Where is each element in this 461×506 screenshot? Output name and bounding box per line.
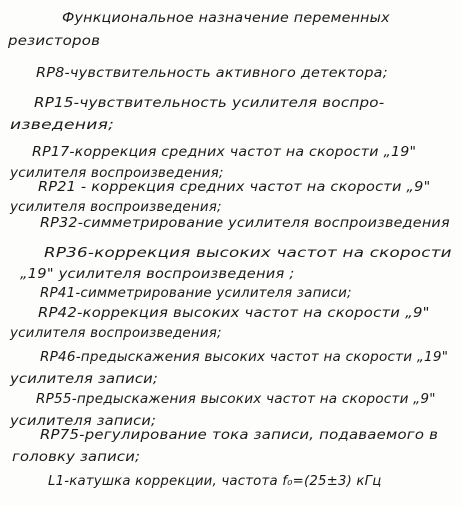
text-line: L1-катушка коррекции, частота f₀=(25±3) кГц (48, 474, 382, 489)
text-line: усилителя воспроизведения; (10, 166, 224, 181)
text-line: RP42-коррекция высоких частот на скорости „9" (38, 306, 430, 321)
text-line: усилителя воспроизведения; (10, 200, 222, 215)
page-title-line-2: резисторов (8, 34, 101, 49)
text-line: RP55-предыскажения высоких частот на скорости „9" (36, 392, 436, 407)
text-line: RP17-коррекция средних частот на скорости „19" (32, 145, 417, 160)
text-line: RP15-чувствительность усилителя воспро- (34, 96, 385, 111)
text-line: RP46-предыскажения высоких частот на скорости „19" (40, 350, 449, 365)
text-line: RP41-симметрирование усилителя записи; (40, 286, 352, 301)
page-title-line-1: Функциональное назначение переменных (62, 11, 390, 26)
text-line: RP21 - коррекция средних частот на скорости „9" (38, 180, 431, 195)
text-line: усилителя записи; (10, 372, 159, 387)
text-line: RP32-симметрирование усилителя воспроизведения (40, 216, 450, 231)
text-line: головку записи; (12, 450, 141, 465)
text-line: RP75-регулирование тока записи, подаваемого в (40, 428, 439, 443)
text-line: RP36-коррекция высоких частот на скорости (44, 246, 452, 261)
text-line: усилителя воспроизведения; (10, 326, 222, 341)
text-line: усилителя записи; (10, 414, 157, 429)
text-line: „19" усилителя воспроизведения ; (20, 267, 295, 282)
text-line: изведения; (10, 118, 115, 133)
text-line: RP8-чувствительность активного детектора; (36, 66, 388, 81)
